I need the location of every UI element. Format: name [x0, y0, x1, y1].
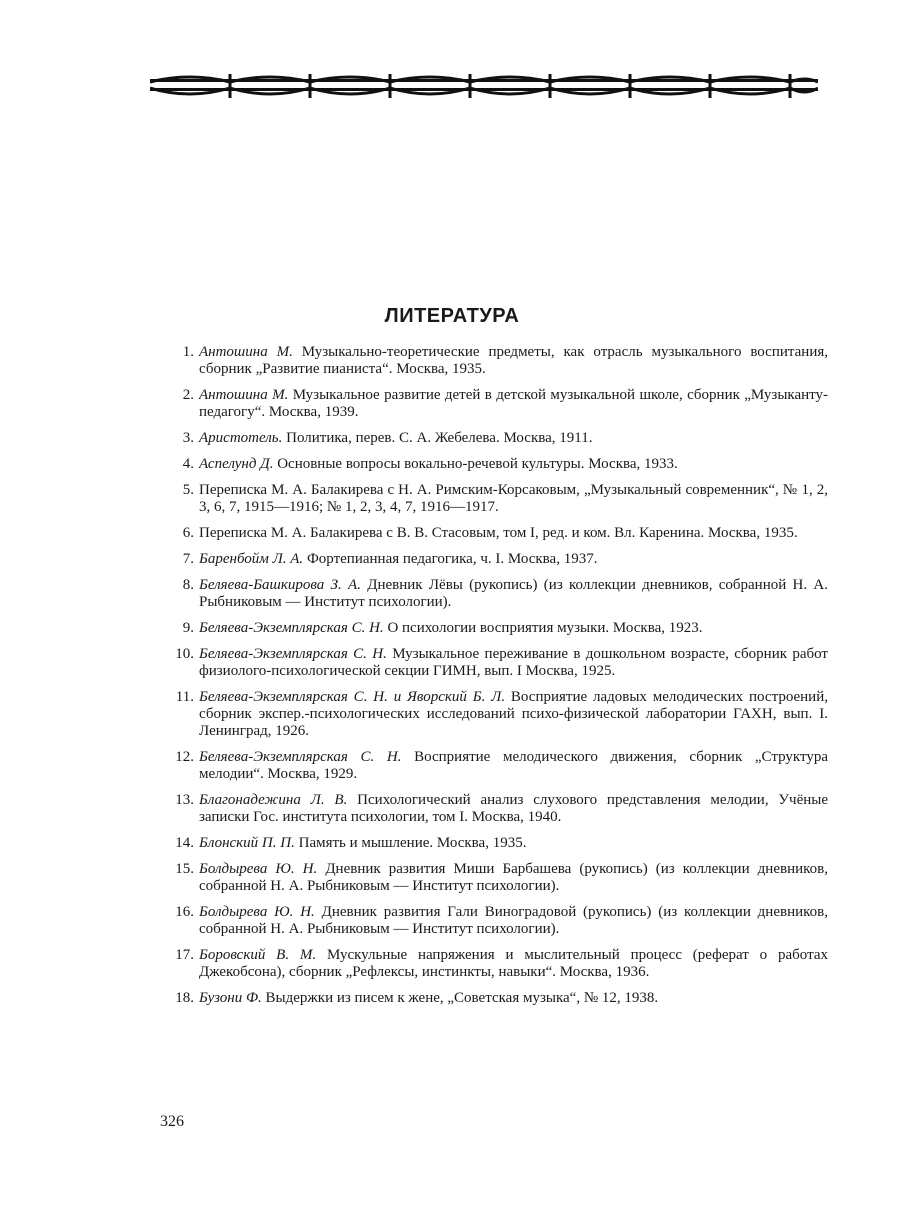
reference-number: 17.: [175, 947, 194, 963]
reference-author: Болдырева Ю. Н.: [199, 861, 318, 877]
reference-author: Антошина М.: [199, 387, 289, 403]
reference-author: Баренбойм Л. А.: [199, 551, 304, 567]
reference-text: Переписка М. А. Балакирева с Н. А. Римским-Корсаковым, „Музыкальный современник“, № 1, 2, 3, 6, 7, 1915—1916; № 1, 2, 3, 4, 7, 1916—1917.: [199, 482, 828, 515]
reference-number: 8.: [182, 577, 194, 593]
reference-author: Антошина М.: [199, 344, 293, 360]
reference-item: [166, 792, 828, 826]
reference-number: 14.: [175, 835, 194, 851]
reference-author: Аристотель.: [199, 430, 283, 446]
reference-text: Основные вопросы вокально-речевой культуры. Москва, 1933.: [273, 456, 678, 472]
reference-number: 16.: [175, 904, 194, 920]
reference-item: [166, 387, 828, 421]
reference-item: [166, 344, 828, 378]
reference-number: 13.: [175, 792, 194, 808]
reference-item: [166, 835, 828, 852]
reference-text: Память и мышление. Москва, 1935.: [294, 835, 527, 851]
reference-list: [166, 344, 828, 1016]
reference-item: [166, 904, 828, 938]
reference-author: Боровский В. М.: [199, 947, 317, 963]
reference-author: Бузони Ф.: [199, 990, 262, 1006]
reference-text: Дневник Лёвы (рукопись) (из коллекции дневников, собранной Н. А. Рыбниковым — Институт психологии).: [199, 577, 828, 610]
reference-text: Дневник развития Миши Барбашева (рукопись) (из коллекции дневников, собранной Н. А. Рыбниковым — Институт психологии).: [199, 861, 828, 894]
reference-number: 6.: [182, 525, 194, 541]
reference-item: [166, 456, 828, 473]
reference-item: [166, 646, 828, 680]
reference-item: [166, 990, 828, 1007]
page-title: ЛИТЕРАТУРА: [384, 305, 520, 327]
reference-text: Музыкальное переживание в дошкольном возрасте, сборник работ физиолого-психологической секции ГИМН, вып. I Москва, 1925.: [199, 646, 828, 679]
reference-number: 12.: [175, 749, 194, 765]
reference-item: [166, 482, 828, 516]
header-ornament: [150, 70, 818, 106]
reference-item: [166, 430, 828, 447]
reference-number: 3.: [182, 430, 194, 446]
reference-number: 10.: [175, 646, 194, 662]
reference-author: Беляева-Экземплярская С. Н. и Яворский Б. Л.: [199, 689, 506, 705]
reference-text: Переписка М. А. Балакирева с В. В. Стасовым, том I, ред. и ком. Вл. Каренина. Москва, 1935.: [199, 525, 798, 541]
reference-text: Музыкально-теоретические предметы, как отрасль музыкального воспитания, сборник „Развитие пианиста“. Москва, 1935.: [199, 344, 828, 377]
reference-number: 1.: [182, 344, 194, 360]
reference-author: Беляева-Экземплярская С. Н.: [199, 620, 384, 636]
reference-author: Беляева-Экземплярская С. Н.: [199, 749, 402, 765]
reference-item: [166, 689, 828, 740]
reference-author: Блонский П. П.: [199, 835, 295, 851]
reference-item: [166, 577, 828, 611]
reference-number: 15.: [175, 861, 194, 877]
reference-text: Мускульные напряжения и мыслительный процесс (реферат о работах Джекобсона), сборник „Рефлексы, инстинкты, навыки“. Москва, 1936.: [199, 947, 828, 980]
reference-number: 5.: [182, 482, 194, 498]
reference-text: Восприятие ладовых мелодических построений, сборник экспер.-психологических исследований психо-физической лаборатории ГАХН, вып. I. Ленинград, 1926.: [199, 689, 828, 739]
reference-item: [166, 861, 828, 895]
reference-number: 4.: [182, 456, 194, 472]
reference-item: [166, 620, 828, 637]
reference-text: Дневник развития Гали Виноградовой (рукопись) (из коллекции дневников, собранной Н. А. Рыбниковым — Институт психологии).: [199, 904, 828, 937]
reference-author: Благонадежина Л. В.: [199, 792, 348, 808]
reference-text: Фортепианная педагогика, ч. I. Москва, 1937.: [303, 551, 598, 567]
reference-number: 11.: [175, 689, 194, 705]
reference-item: [166, 525, 828, 542]
reference-text: Восприятие мелодического движения, сборник „Структура мелодии“. Москва, 1929.: [199, 749, 828, 782]
reference-text: Психологический анализ слухового представления мелодии, Учёные записки Гос. института психологии, том I. Москва, 1940.: [199, 792, 828, 825]
reference-text: Музыкальное развитие детей в детской музыкальной школе, сборник „Музыканту-педагогу“. Москва, 1939.: [199, 387, 828, 420]
reference-author: Беляева-Экземплярская С. Н.: [199, 646, 387, 662]
reference-text: Политика, перев. С. А. Жебелева. Москва, 1911.: [282, 430, 593, 446]
reference-item: [166, 749, 828, 783]
reference-number: 7.: [182, 551, 194, 567]
reference-text: Выдержки из писем к жене, „Советская музыка“, № 12, 1938.: [261, 990, 659, 1006]
reference-number: 2.: [182, 387, 194, 403]
reference-number: 18.: [175, 990, 194, 1006]
reference-number: 9.: [182, 620, 194, 636]
reference-item: [166, 551, 828, 568]
reference-author: Беляева-Башкирова З. А.: [199, 577, 361, 593]
reference-author: Болдырева Ю. Н.: [199, 904, 315, 920]
reference-author: Аспелунд Д.: [199, 456, 274, 472]
page-number: 326: [160, 1113, 184, 1130]
reference-item: [166, 947, 828, 981]
reference-text: О психологии восприятия музыки. Москва, 1923.: [383, 620, 703, 636]
